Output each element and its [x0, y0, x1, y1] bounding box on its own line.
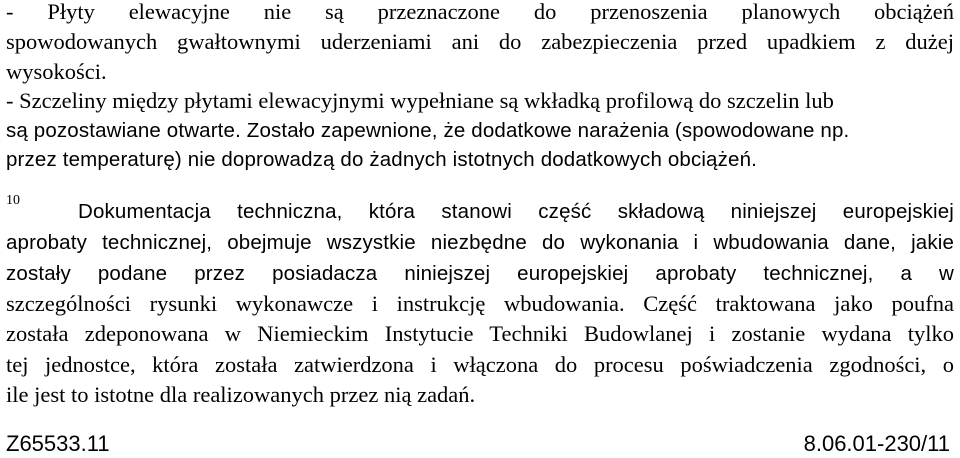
bullet-1-line-3: wysokości. [6, 59, 107, 84]
bullet-2-line-2: są pozostawiane otwarte. Zostało zapewnione, że dodatkowe narażenia (spowodowane np. [6, 119, 850, 142]
section-number: 10 [6, 193, 20, 208]
section-line-1: Dokumentacja techniczna, która stanowi część składową niniejszej europejskiej [78, 200, 954, 223]
section-line-7: ile jest to istotne dla realizowanych przez nią zadań. [6, 382, 476, 407]
section-line-4: szczególności rysunki wykonawcze i instrukcję wbudowania. Część traktowana jako poufna [6, 291, 954, 316]
section-line-3: zostały podane przez posiadacza niniejszej europejskiej aprobaty technicznej, a w [6, 262, 954, 285]
bullet-1-line-2: spowodowanych gwałtownymi uderzeniami ani do zabezpieczenia przed upadkiem z dużej [6, 29, 954, 54]
footer-document-id: Z65533.11 [6, 431, 110, 456]
bullet-1-line-1: - Płyty elewacyjne nie są przeznaczone do przenoszenia planowych obciążeń [6, 0, 954, 24]
bullet-2-line-3: przez temperaturę) nie doprowadzą do żadnych istotnych dodatkowych obciążeń. [6, 148, 757, 171]
section-line-6: tej jednostce, która została zatwierdzona i włączona do procesu poświadczenia zgodności, o [6, 352, 954, 377]
section-line-2: aprobaty technicznej, obejmuje wszystkie niezbędne do wykonania i wbudowania dane, jakie [6, 231, 954, 254]
bullet-2-line-1: - Szczeliny między płytami elewacyjnymi wypełniane są wkładką profilową do szczelin lub [6, 88, 834, 113]
section-line-5: została zdeponowana w Niemieckim Instytucie Techniki Budowlanej i zostanie wydana tylko [6, 321, 954, 346]
footer-approval-number: 8.06.01-230/11 [803, 431, 950, 456]
